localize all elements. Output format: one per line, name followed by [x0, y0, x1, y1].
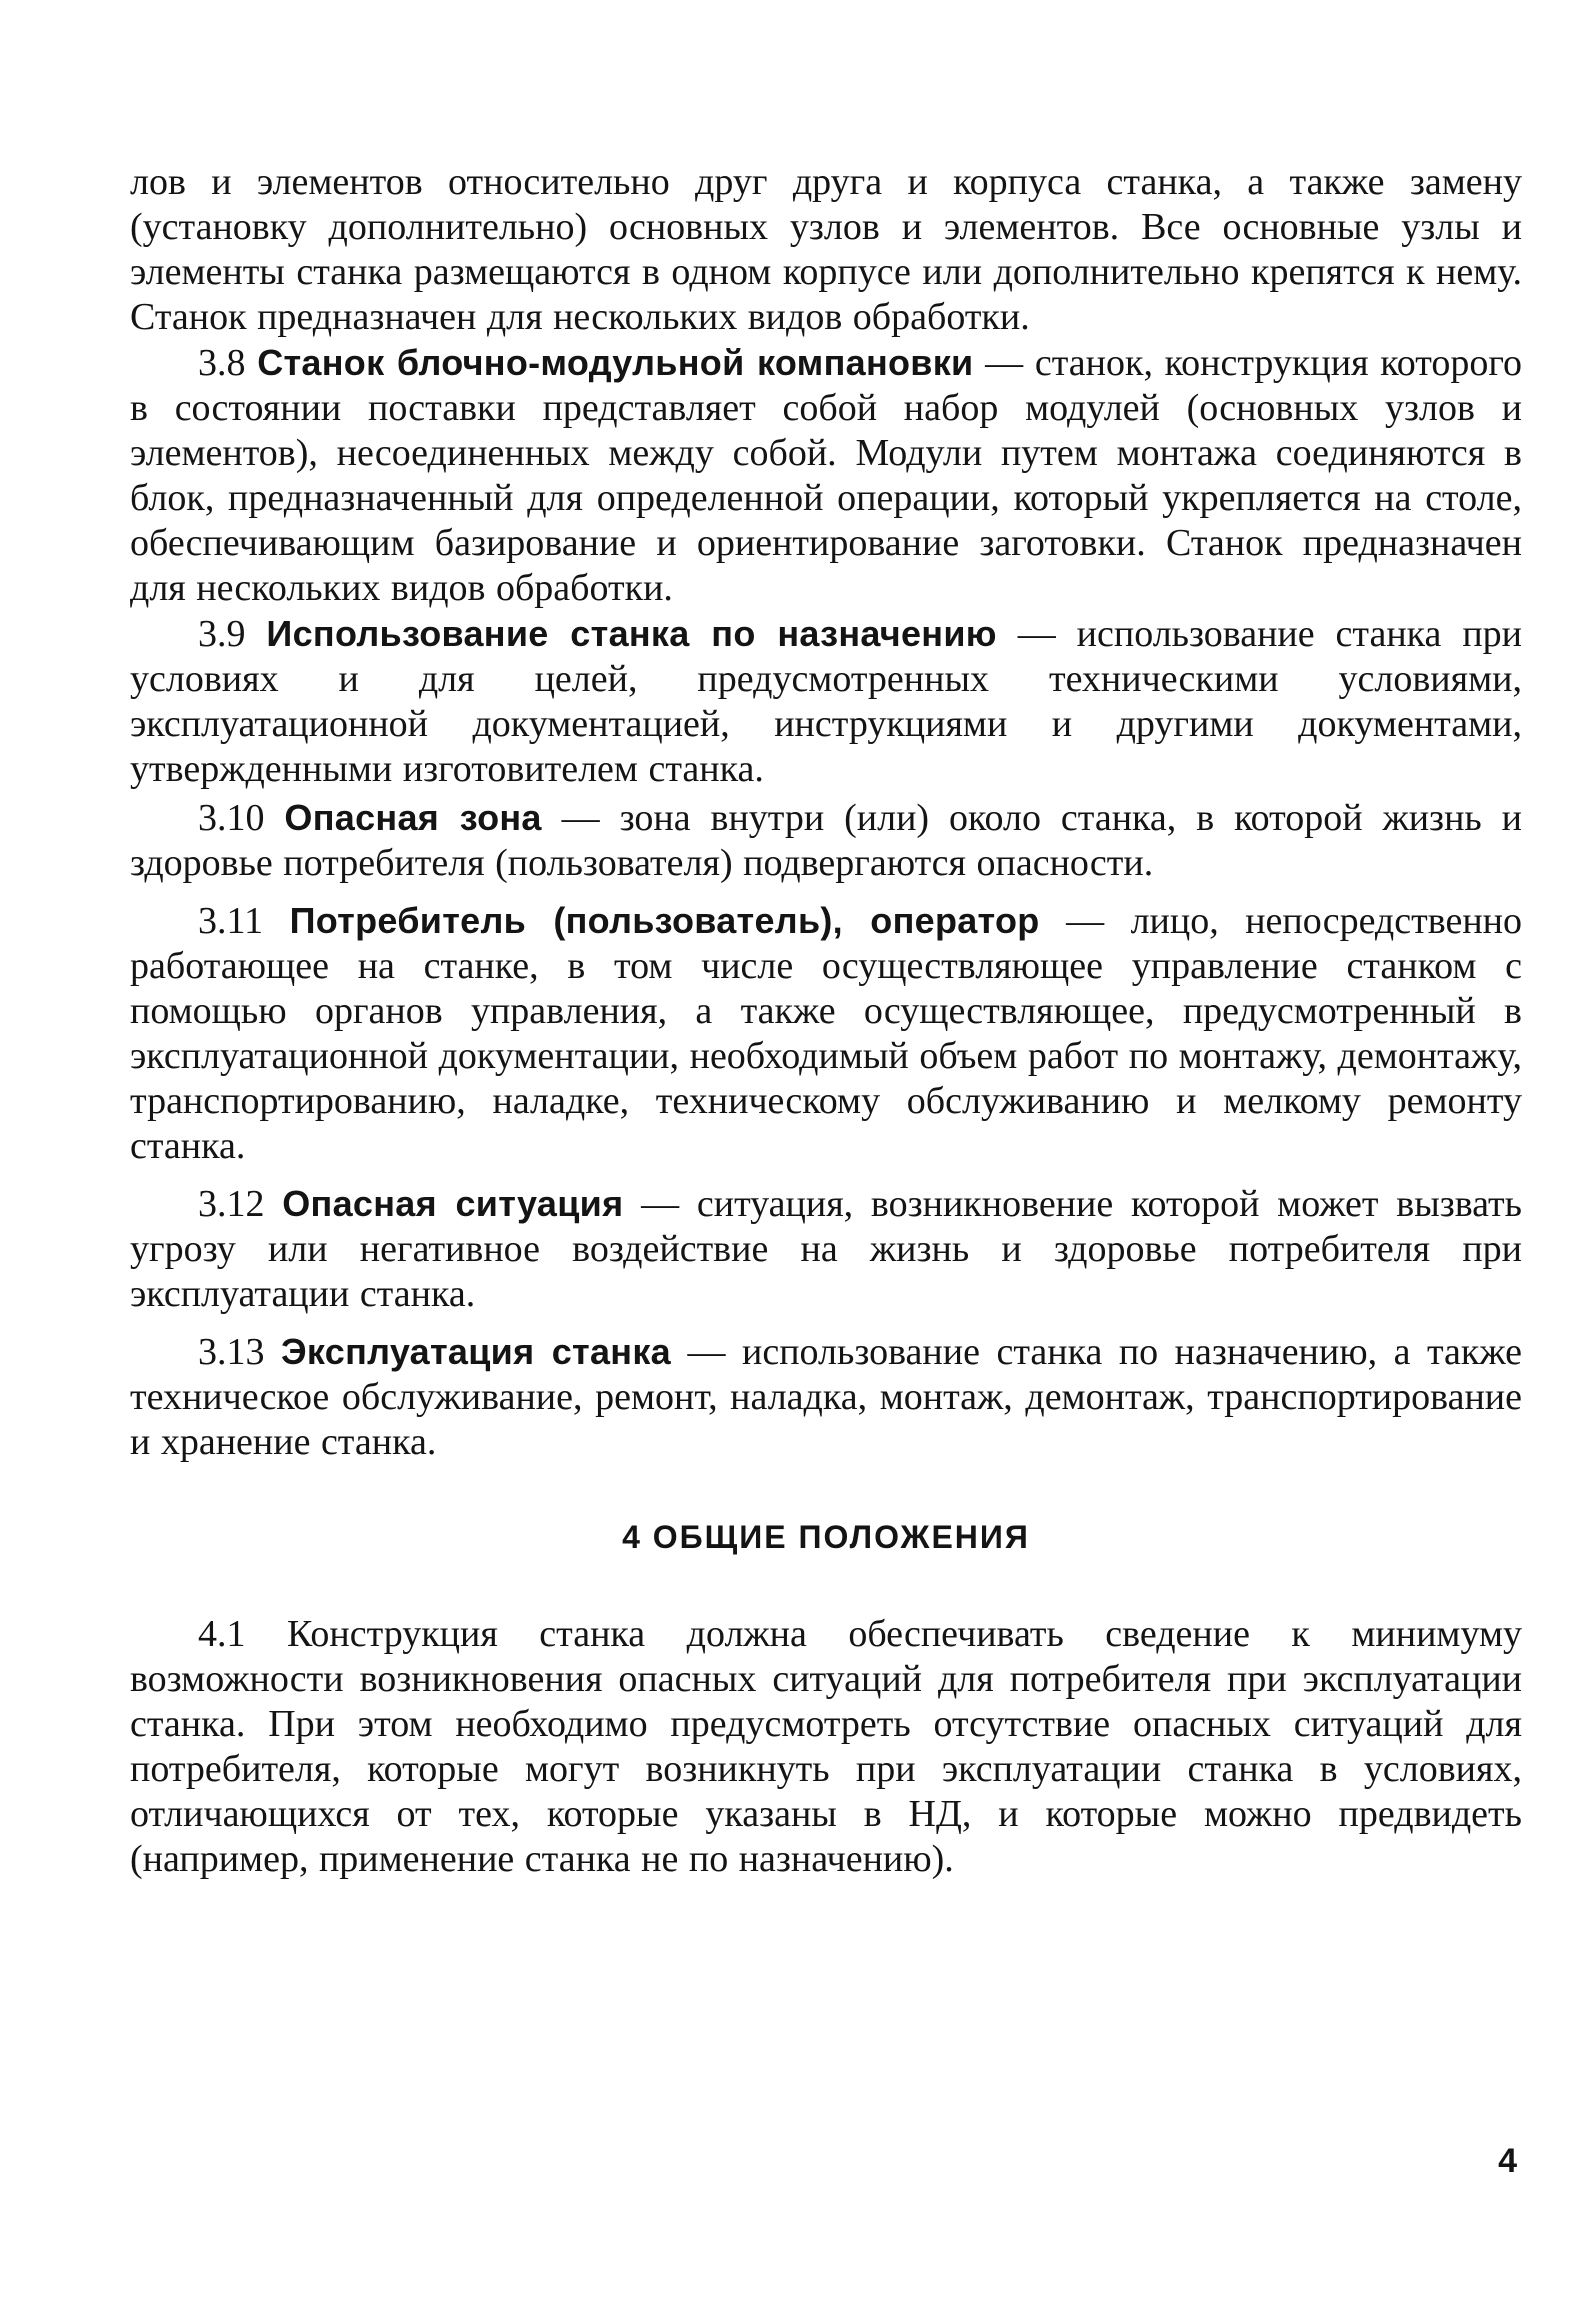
definition-term: Эксплуатация станка	[281, 1331, 671, 1372]
definition-number: 3.9	[198, 613, 246, 655]
definition-term: Опасная ситуация	[282, 1183, 624, 1224]
clause-text: Конструкция станка должна обеспечивать сведение к минимуму возможности возникновения опасных ситуаций для потребителя при эксплуатации станка. При этом необходимо предусмотреть отсутствие опасных ситуаций для потребителя, которые могут возникнуть при эксплуатации станка в условиях, отличающихся от тех, которые указаны в НД, и которые можно предвидеть (например, применение станка не по назначению).	[130, 1613, 1522, 1880]
definition-number: 3.10	[198, 797, 265, 839]
definition-number: 3.11	[198, 900, 264, 942]
definition-term: Потребитель (пользователь), оператор	[289, 900, 1040, 941]
definition-3-10	[130, 795, 1522, 886]
definition-3-8	[130, 340, 1522, 611]
definition-3-11	[130, 898, 1522, 1169]
clause-number: 4.1	[198, 1613, 246, 1655]
definition-3-9	[130, 611, 1522, 792]
definition-text: — ситуация, возникновение которой может вызвать угрозу или негативное воздействие на жизнь и здоровье потребителя при эксплуатации станка.	[130, 1183, 1522, 1315]
definition-number: 3.13	[198, 1331, 265, 1373]
definition-text: — лицо, непосредственно работающее на станке, в том числе осуществляющее управление станком с помощью органов управления, а также осуществляющее, предусмотренный в эксплуатационной документации, необходимый объем работ по монтажу, демонтажу, транспортированию, наладке, техническому обслуживанию и мелкому ремонту станка.	[130, 900, 1523, 1167]
document-page	[130, 160, 1522, 1882]
section-heading: 4 ОБЩИЕ ПОЛОЖЕНИЯ	[622, 1519, 1030, 1555]
definition-term: Опасная зона	[284, 797, 542, 838]
definition-3-12	[130, 1181, 1522, 1317]
clause-4-1	[130, 1612, 1522, 1882]
definition-text: — станок, конструкция которого в состоянии поставки представляет собой набор модулей (основных узлов и элементов), несоединенных между собой. Модули путем монтажа соединяются в блок, предназначенный для определенной операции, который укрепляется на столе, обеспечивающим базирование и ориентирование заготовки. Станок предназначен для нескольких видов обработки.	[130, 342, 1523, 609]
definition-text: — зона внутри (или) около станка, в которой жизнь и здоровье потребителя (пользователя) подвергаются опасности.	[130, 797, 1522, 884]
definition-3-13	[130, 1329, 1522, 1465]
continuation-paragraph: лов и элементов относительно друг друга и корпуса станка, а также замену (установку дополнительно) основных узлов и элементов. Все основные узлы и элементы станка размещаются в одном корпусе или дополнительно крепятся к нему. Станок предназначен для нескольких видов обработки.	[130, 161, 1522, 338]
definition-number: 3.12	[198, 1183, 265, 1225]
page-number: 4	[1498, 2142, 1517, 2180]
definition-term: Станок блочно-модульной компановки	[257, 342, 974, 383]
definition-text: — использование станка по назначению, а также техническое обслуживание, ремонт, наладка, монтаж, демонтаж, транспортирование и хранение станка.	[130, 1331, 1523, 1463]
definition-number: 3.8	[198, 342, 246, 384]
definition-term: Использование станка по назначению	[266, 613, 997, 654]
definition-text: — использование станка при условиях и для целей, предусмотренных техническими условиями, эксплуатационной документацией, инструкциями и другими документами, утвержденными изготовителем станка.	[130, 613, 1522, 790]
